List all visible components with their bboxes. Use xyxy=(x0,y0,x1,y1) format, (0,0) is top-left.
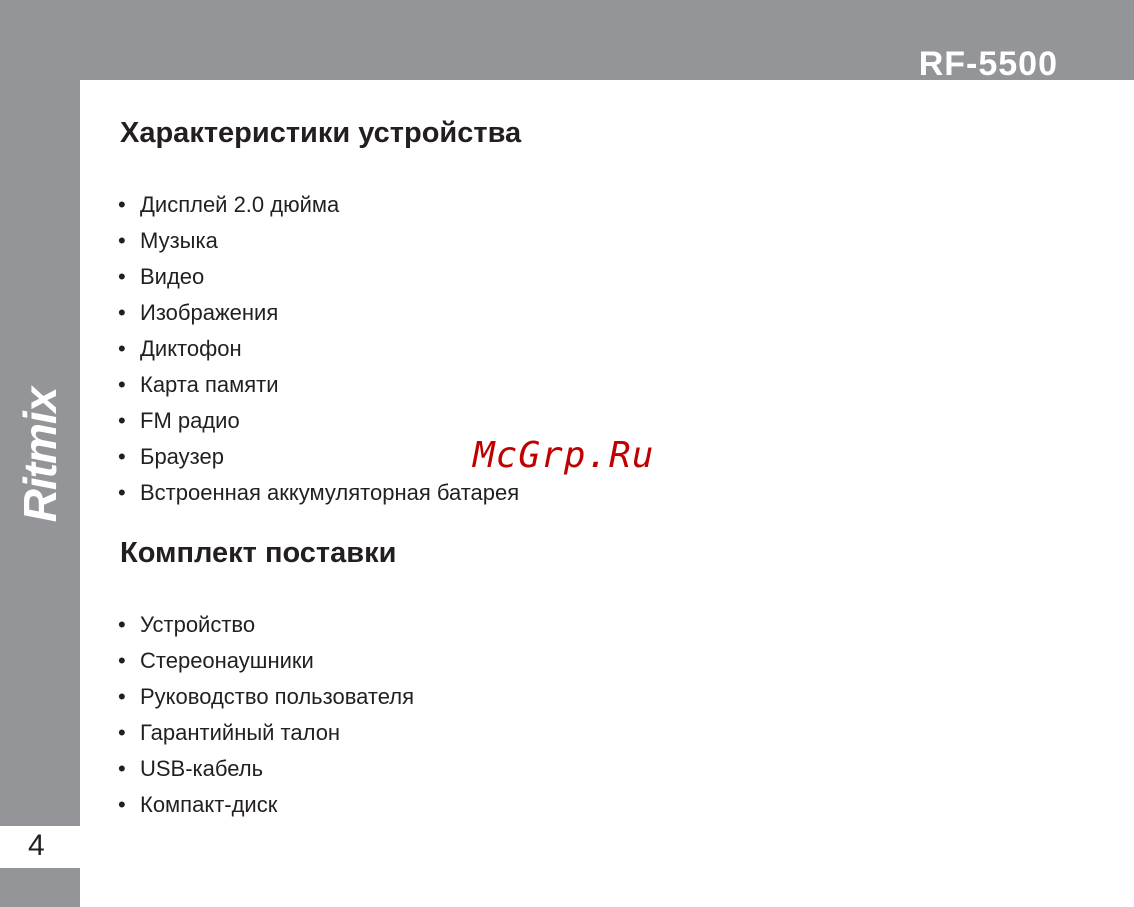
bullet-icon: • xyxy=(118,756,126,781)
bullet-icon: • xyxy=(118,408,126,433)
list-item-text: Компакт-диск xyxy=(140,792,278,817)
features-heading: Характеристики устройства xyxy=(120,117,522,149)
list-item-text: Гарантийный талон xyxy=(140,720,341,745)
list-item-text: USB-кабель xyxy=(140,756,264,781)
bullet-icon: • xyxy=(118,192,126,217)
page-number: 4 xyxy=(28,829,45,862)
bullet-icon: • xyxy=(118,612,126,637)
list-item-text: Руководство пользователя xyxy=(140,684,414,709)
list-item-text: Устройство xyxy=(140,612,256,637)
list-item-text: Дисплей 2.0 дюйма xyxy=(140,192,340,217)
list-item xyxy=(118,295,519,331)
package-heading: Комплект поставки xyxy=(120,537,397,569)
bullet-icon: • xyxy=(118,684,126,709)
bullet-icon: • xyxy=(118,444,126,469)
list-item xyxy=(118,751,414,787)
bullet-icon: • xyxy=(118,372,126,397)
package-list xyxy=(118,607,414,823)
brand-logo: Ritmix xyxy=(14,387,66,523)
bullet-icon: • xyxy=(118,480,126,505)
model-name: RF-5500 xyxy=(918,45,1058,83)
list-item xyxy=(118,607,414,643)
list-item xyxy=(118,259,519,295)
list-item-text: Изображения xyxy=(140,300,279,325)
list-item xyxy=(118,679,414,715)
bullet-icon: • xyxy=(118,720,126,745)
bullet-icon: • xyxy=(118,336,126,361)
list-item xyxy=(118,475,519,511)
watermark: McGrp.Ru xyxy=(473,435,655,476)
list-item xyxy=(118,331,519,367)
list-item-text: FM радио xyxy=(140,408,240,433)
list-item xyxy=(118,787,414,823)
bullet-icon: • xyxy=(118,300,126,325)
list-item-text: Стереонаушники xyxy=(140,648,314,673)
bullet-icon: • xyxy=(118,264,126,289)
list-item-text: Музыка xyxy=(140,228,218,253)
list-item-text: Диктофон xyxy=(140,336,242,361)
features-list xyxy=(118,187,519,511)
list-item xyxy=(118,715,414,751)
list-item-text: Встроенная аккумуляторная батарея xyxy=(140,480,520,505)
bullet-icon: • xyxy=(118,648,126,673)
list-item xyxy=(118,223,519,259)
list-item-text: Видео xyxy=(140,264,205,289)
list-item-text: Браузер xyxy=(140,444,224,469)
list-item xyxy=(118,367,519,403)
bullet-icon: • xyxy=(118,792,126,817)
bullet-icon: • xyxy=(118,228,126,253)
list-item xyxy=(118,643,414,679)
list-item xyxy=(118,403,519,439)
list-item xyxy=(118,187,519,223)
list-item xyxy=(118,439,519,475)
list-item-text: Карта памяти xyxy=(140,372,279,397)
